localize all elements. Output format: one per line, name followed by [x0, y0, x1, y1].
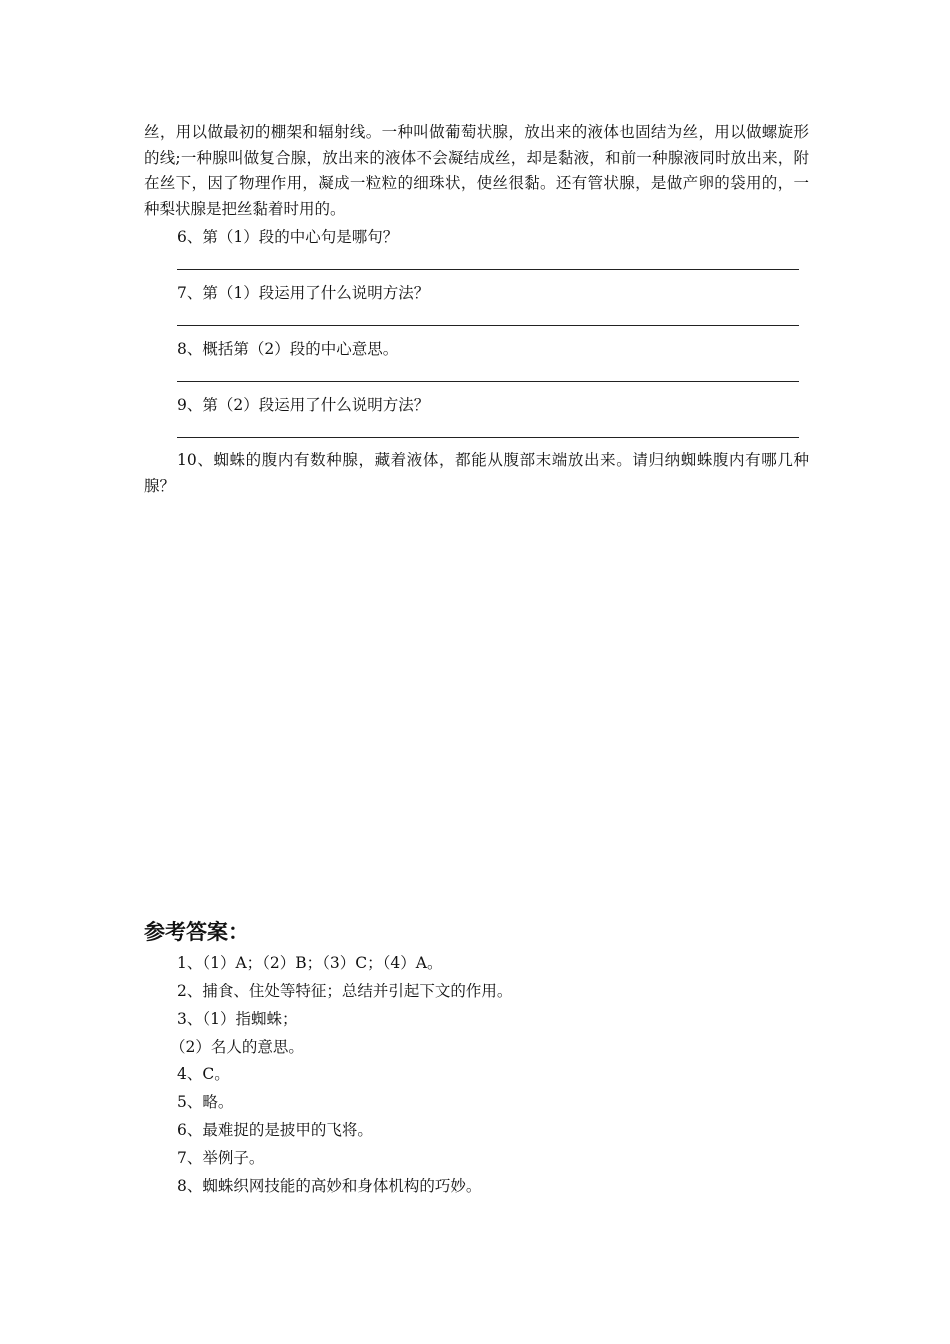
answer-item: （2）名人的意思。: [170, 1038, 304, 1056]
answer-line-6[interactable]: [177, 269, 799, 270]
answer-item: 7、举例子。: [177, 1149, 265, 1167]
answer-line-8[interactable]: [177, 381, 799, 382]
question-10: 10、蜘蛛的腹内有数种腺，藏着液体，都能从腹部末端放出来。请归纳蜘蛛腹内有哪几种腺？: [144, 451, 809, 495]
answer-item: 6、最难捉的是披甲的飞将。: [177, 1121, 373, 1139]
question-7: 7、第（1）段运用了什么说明方法？: [177, 284, 430, 302]
question-8: 8、概括第（2）段的中心意思。: [177, 340, 399, 358]
answers-heading: 参考答案：: [144, 919, 249, 944]
answer-line-9[interactable]: [177, 437, 799, 438]
question-6: 6、第（1）段的中心句是哪句？: [177, 228, 399, 246]
answer-item: 4、C。: [177, 1065, 230, 1083]
passage-continuation: 丝，用以做最初的棚架和辐射线。一种叫做葡萄状腺，放出来的液体也固结为丝，用以做螺旋形的线;一种腺叫做复合腺，放出来的液体不会凝结成丝，却是黏液，和前一种腺液同时放出来，附在丝下，因了物理作用，凝成一粒粒的细珠状，使丝很黏。还有管状腺，是做产卵的袋用的，一种梨状腺是把丝黏着时用的。: [144, 123, 809, 218]
answer-line-7[interactable]: [177, 325, 799, 326]
answer-item: 3、（1）指蜘蛛；: [177, 1010, 298, 1028]
answer-item: 8、蜘蛛织网技能的高妙和身体机构的巧妙。: [177, 1177, 482, 1195]
answer-item: 5、略。: [177, 1093, 234, 1111]
answer-item: 2、捕食、住处等特征；总结并引起下文的作用。: [177, 982, 513, 1000]
answer-item: 1、（1）A；（2）B；（3）C；（4）A。: [177, 954, 443, 972]
question-9: 9、第（2）段运用了什么说明方法？: [177, 396, 430, 414]
